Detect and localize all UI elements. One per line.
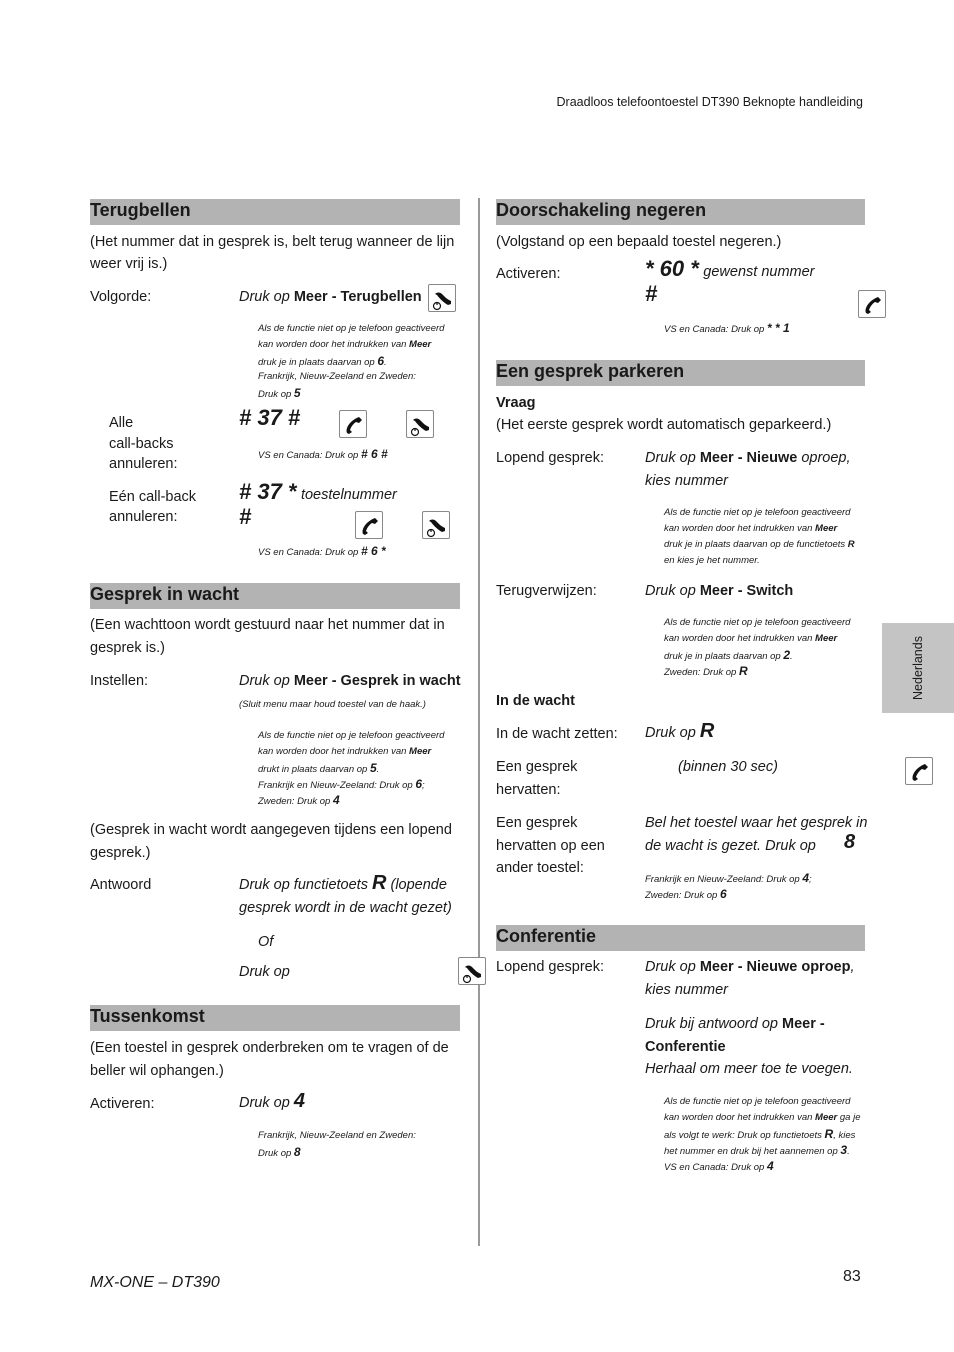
- note-line: [258, 744, 431, 760]
- text: Zweden: Druk op: [645, 890, 718, 901]
- intro-line: (Volgstand op een bepaald toestel negeren.): [496, 234, 782, 250]
- note-line: (Sluit menu maar houd toestel van de haak.): [239, 699, 426, 710]
- or-text: Of: [258, 934, 274, 950]
- text: VS en Canada: Druk op: [258, 450, 359, 461]
- row-label: hervatten:: [496, 782, 561, 798]
- body-line: (Gesprek in wacht wordt aangegeven tijdens een lopend: [90, 822, 452, 838]
- note-line: Als de functie niet op je telefoon geactiveerd: [258, 730, 445, 741]
- row-value: [239, 872, 447, 896]
- command-text: Meer - Switch: [699, 583, 794, 599]
- row-label: ander toestel:: [496, 860, 584, 876]
- code-text: # 37 *: [239, 479, 297, 504]
- text: oproep,: [801, 450, 851, 466]
- handset-key-icon: [858, 290, 886, 318]
- text: ga je: [839, 1112, 861, 1123]
- row-label: Activeren:: [90, 1096, 155, 1112]
- row-label: Een gesprek: [496, 815, 578, 831]
- note-line: [664, 663, 748, 681]
- key-text: R: [372, 872, 387, 894]
- row-value: de wacht is gezet. Druk op: [645, 838, 816, 854]
- end-call-key-icon: [422, 511, 450, 539]
- section-title: Tussenkomst: [90, 1006, 205, 1026]
- text: Druk op: [645, 725, 696, 741]
- end-call-key-icon: [406, 410, 434, 438]
- section-title: Een gesprek parkeren: [496, 361, 685, 381]
- text: Druk op: [258, 1148, 292, 1159]
- key-text: 4: [766, 1159, 774, 1173]
- note-line: Als de functie niet op je telefoon geactiveerd: [664, 507, 851, 518]
- key-text: 5: [369, 761, 377, 775]
- side-tab: [882, 623, 954, 713]
- text: Meer: [815, 1112, 838, 1123]
- text: Druk op: [239, 673, 290, 689]
- text: Frankrijk en Nieuw-Zeeland: Druk op: [645, 874, 800, 885]
- text: als volgt te werk: Druk op functietoets: [664, 1130, 822, 1141]
- row-label: call-backs: [109, 436, 174, 452]
- body-line: (Het eerste gesprek wordt automatisch geparkeerd.): [496, 417, 832, 433]
- section-tussenkomst: [90, 1005, 460, 1031]
- text: Meer: [815, 633, 838, 644]
- section-terugbellen: [90, 199, 460, 225]
- row-label: Lopend gesprek:: [496, 450, 605, 466]
- note-line: [664, 521, 837, 537]
- command-text: Conferentie: [645, 1039, 726, 1055]
- key-text: 5: [293, 386, 301, 400]
- note-line: het nummer en druk bij het aannemen op 3.: [664, 1143, 850, 1157]
- section-title: Conferentie: [496, 926, 597, 946]
- code-text: #: [239, 504, 252, 529]
- handset-key-icon: [355, 511, 383, 539]
- note-line: en kies je het nummer.: [664, 555, 760, 566]
- note-line: Frankrijk, Nieuw-Zeeland en Zweden:: [258, 1130, 416, 1141]
- intro-line: (Een toestel in gesprek onderbreken om te vragen of de: [90, 1040, 449, 1056]
- key-text: 8: [293, 1145, 301, 1159]
- row-value: (binnen 30 sec): [678, 759, 778, 775]
- note-line: [664, 320, 790, 338]
- footer-title: MX-ONE – DT390: [90, 1274, 220, 1291]
- row-label: Instellen:: [90, 673, 149, 689]
- text: druk je in plaats daarvan op: [664, 651, 781, 662]
- note-line: drukt in plaats daarvan op 5.: [258, 761, 380, 775]
- note-line: [258, 543, 386, 561]
- command-text: Meer - Nieuwe oproep: [699, 959, 851, 975]
- row-value: [239, 286, 422, 308]
- text: drukt in plaats daarvan op: [258, 764, 368, 775]
- text: Druk op functietoets: [239, 877, 368, 893]
- key-text: 3: [840, 1143, 848, 1157]
- row-value: kies nummer: [645, 982, 728, 998]
- text: VS en Canada: Druk op: [664, 1162, 765, 1173]
- note-line: [664, 1110, 860, 1126]
- key-text: R: [824, 1127, 834, 1141]
- key-text: 8: [844, 831, 856, 853]
- side-tab-label: Nederlands: [911, 636, 925, 700]
- row-value: kies nummer: [645, 473, 728, 489]
- command-text: Meer -: [782, 1016, 825, 1032]
- key-text: # 6 *: [360, 544, 386, 558]
- text: VS en Canada: Druk op: [664, 324, 765, 335]
- row-value: [239, 670, 461, 692]
- subheading: In de wacht: [496, 693, 575, 709]
- text: kan worden door het indrukken van: [664, 633, 813, 644]
- text: Zweden: Druk op: [258, 796, 331, 807]
- row-value: [645, 580, 793, 602]
- text: Druk op: [645, 959, 696, 975]
- body-line: gesprek.): [90, 845, 151, 861]
- key-text: R: [699, 720, 715, 742]
- key-text: 4: [802, 871, 810, 885]
- key-text: 6: [719, 887, 727, 901]
- column-divider: [478, 198, 480, 1246]
- text: gewenst nummer: [703, 264, 815, 280]
- row-label: Een gesprek: [496, 759, 578, 775]
- note-line: [258, 792, 340, 810]
- section-title: Terugbellen: [90, 200, 191, 220]
- row-value: Bel het toestel waar het gesprek in: [645, 815, 868, 831]
- handset-key-icon: [339, 410, 367, 438]
- command-text: Meer - Nieuwe: [699, 450, 798, 466]
- note-line: druk je in plaats daarvan op 6.: [258, 354, 387, 368]
- note-line: [645, 886, 727, 904]
- text: Druk op: [645, 450, 696, 466]
- text: (lopende: [390, 877, 447, 893]
- text: Druk op: [258, 389, 292, 400]
- key-text: * * 1: [766, 321, 790, 335]
- text: druk je in plaats daarvan op de functietoets: [664, 539, 846, 550]
- key-text: # 6 #: [360, 447, 388, 461]
- key-text: 4: [293, 1090, 305, 1112]
- row-label: annuleren:: [109, 509, 178, 525]
- text: ,: [850, 959, 855, 975]
- key-text: 6: [377, 354, 385, 368]
- section-title: Gesprek in wacht: [90, 584, 240, 604]
- row-label: Activeren:: [496, 266, 561, 282]
- note-line: Frankrijk en Nieuw-Zeeland: Druk op 4;: [645, 871, 812, 885]
- text: Druk bij antwoord op: [645, 1016, 778, 1032]
- intro-line: (Een wachttoon wordt gestuurd naar het nummer dat in: [90, 617, 445, 633]
- row-value: Herhaal om meer toe te voegen.: [645, 1061, 853, 1077]
- row-value: [645, 1013, 825, 1035]
- row-value: [239, 1090, 305, 1114]
- row-value: [645, 720, 714, 744]
- row-label: annuleren:: [109, 456, 178, 472]
- row-label: Lopend gesprek:: [496, 959, 605, 975]
- text: Druk op: [645, 583, 696, 599]
- page-number: 83: [843, 1268, 861, 1285]
- key-text: R: [847, 539, 855, 550]
- intro-line: gesprek is.): [90, 640, 165, 656]
- intro-line: beller wil ophangen.): [90, 1063, 224, 1079]
- code-text: * 60 *: [645, 256, 699, 281]
- key-text: 4: [332, 793, 340, 807]
- text: het nummer en druk bij het aannemen op: [664, 1146, 838, 1157]
- text: Frankrijk en Nieuw-Zeeland: Druk op: [258, 780, 413, 791]
- end-call-key-icon: [458, 957, 486, 985]
- note-line: [258, 446, 388, 464]
- row-value: gesprek wordt in de wacht gezet): [239, 900, 452, 916]
- text: Zweden: Druk op: [664, 667, 737, 678]
- handset-key-icon: [905, 757, 933, 785]
- row-value: Druk op: [239, 964, 290, 980]
- text: , kies: [833, 1130, 856, 1141]
- code-text: # 37 #: [239, 405, 301, 430]
- text: Meer: [409, 339, 432, 350]
- key-text: 6: [415, 777, 423, 791]
- row-label: Antwoord: [90, 877, 152, 893]
- code-row: [645, 256, 815, 282]
- section-doorschakeling: [496, 199, 865, 225]
- text: VS en Canada: Druk op: [258, 547, 359, 558]
- note-line: [258, 385, 301, 403]
- text: kan worden door het indrukken van: [258, 339, 407, 350]
- code-row: [239, 479, 397, 505]
- note-line: [258, 337, 431, 353]
- note-line: Als de functie niet op je telefoon geactiveerd: [664, 1096, 851, 1107]
- section-title: Doorschakeling negeren: [496, 200, 707, 220]
- note-line: Frankrijk en Nieuw-Zeeland: Druk op 6;: [258, 777, 425, 791]
- text: Meer: [409, 746, 432, 757]
- command-text: Meer - Gesprek in wacht: [293, 673, 461, 689]
- note-line: Als de functie niet op je telefoon geactiveerd: [258, 323, 445, 334]
- note-line: [664, 1158, 774, 1176]
- row-value: [645, 447, 851, 469]
- text: Druk op: [239, 289, 290, 305]
- intro-line: (Het nummer dat in gesprek is, belt terug wanneer de lijn: [90, 234, 455, 250]
- note-line: [664, 537, 855, 553]
- row-label: Volgorde:: [90, 289, 152, 305]
- row-label: In de wacht zetten:: [496, 726, 618, 742]
- note-line: [664, 631, 837, 647]
- intro-line: weer vrij is.): [90, 256, 168, 272]
- end-call-key-icon: [428, 284, 456, 312]
- code-text: #: [645, 281, 658, 306]
- section-parkeren: [496, 360, 865, 386]
- row-value: [645, 956, 855, 978]
- section-conferentie: [496, 925, 865, 951]
- text: Meer: [815, 523, 838, 534]
- section-gesprek-in-wacht: [90, 583, 460, 609]
- note-line: druk je in plaats daarvan op 2.: [664, 648, 793, 662]
- key-text: R: [738, 664, 748, 678]
- row-label: Alle: [109, 415, 134, 431]
- key-text: 2: [783, 648, 791, 662]
- text: kan worden door het indrukken van: [664, 1112, 813, 1123]
- page-header: Draadloos telefoontoestel DT390 Beknopte handleiding: [556, 95, 863, 109]
- note-line: Frankrijk, Nieuw-Zeeland en Zweden:: [258, 371, 416, 382]
- text: kan worden door het indrukken van: [258, 746, 407, 757]
- note-line: [258, 1144, 301, 1162]
- text: Druk op: [239, 1095, 290, 1111]
- row-label: hervatten op een: [496, 838, 605, 854]
- subheading: Vraag: [496, 395, 536, 411]
- row-label: Eén call-back: [109, 489, 197, 505]
- row-label: Terugverwijzen:: [496, 583, 597, 599]
- note-line: Als de functie niet op je telefoon geactiveerd: [664, 617, 851, 628]
- text: druk je in plaats daarvan op: [258, 357, 375, 368]
- text: kan worden door het indrukken van: [664, 523, 813, 534]
- command-text: Meer - Terugbellen: [293, 289, 422, 305]
- text: toestelnummer: [300, 487, 397, 503]
